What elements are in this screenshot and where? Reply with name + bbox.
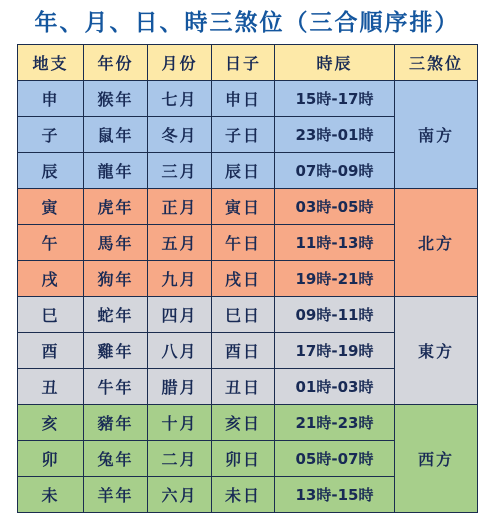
day-cell: 寅日 [212, 189, 275, 225]
branch-cell: 巳 [18, 297, 84, 333]
month-cell: 正月 [148, 189, 212, 225]
year-cell: 馬年 [84, 225, 148, 261]
direction-cell: 西方 [395, 405, 478, 513]
table-row [18, 189, 478, 225]
day-cell: 戌日 [212, 261, 275, 297]
year-cell: 鼠年 [84, 117, 148, 153]
hour-cell: 21時-23時 [275, 405, 395, 441]
year-cell: 龍年 [84, 153, 148, 189]
hour-cell: 09時-11時 [275, 297, 395, 333]
header-cell-direction: 三煞位 [395, 45, 478, 81]
hour-cell: 17時-19時 [275, 333, 395, 369]
hour-cell: 23時-01時 [275, 117, 395, 153]
month-cell: 七月 [148, 81, 212, 117]
hour-cell: 19時-21時 [275, 261, 395, 297]
day-cell: 亥日 [212, 405, 275, 441]
page-title: 年、月、日、時三煞位（三合順序排） [34, 9, 460, 36]
day-cell: 申日 [212, 81, 275, 117]
day-cell: 酉日 [212, 333, 275, 369]
day-cell: 丑日 [212, 369, 275, 405]
year-cell: 牛年 [84, 369, 148, 405]
year-cell: 兔年 [84, 441, 148, 477]
hour-cell: 15時-17時 [275, 81, 395, 117]
day-cell: 卯日 [212, 441, 275, 477]
branch-cell: 卯 [18, 441, 84, 477]
day-cell: 午日 [212, 225, 275, 261]
branch-cell: 亥 [18, 405, 84, 441]
month-cell: 冬月 [148, 117, 212, 153]
branch-cell: 戌 [18, 261, 84, 297]
sansha-table [17, 44, 478, 513]
branch-cell: 丑 [18, 369, 84, 405]
hour-cell: 05時-07時 [275, 441, 395, 477]
direction-cell: 南方 [395, 81, 478, 189]
branch-cell: 酉 [18, 333, 84, 369]
day-cell: 巳日 [212, 297, 275, 333]
header-row [18, 45, 478, 81]
branch-cell: 午 [18, 225, 84, 261]
month-cell: 十月 [148, 405, 212, 441]
month-cell: 二月 [148, 441, 212, 477]
day-cell: 子日 [212, 117, 275, 153]
hour-cell: 07時-09時 [275, 153, 395, 189]
table-body [18, 81, 478, 513]
year-cell: 豬年 [84, 405, 148, 441]
branch-cell: 申 [18, 81, 84, 117]
branch-cell: 子 [18, 117, 84, 153]
year-cell: 狗年 [84, 261, 148, 297]
year-cell: 雞年 [84, 333, 148, 369]
header-cell-branch: 地支 [18, 45, 84, 81]
table-row [18, 405, 478, 441]
hour-cell: 03時-05時 [275, 189, 395, 225]
day-cell: 未日 [212, 477, 275, 513]
table-row [18, 297, 478, 333]
header-cell-year: 年份 [84, 45, 148, 81]
header-cell-day: 日子 [212, 45, 275, 81]
month-cell: 四月 [148, 297, 212, 333]
month-cell: 腊月 [148, 369, 212, 405]
header-cell-hour: 時辰 [275, 45, 395, 81]
branch-cell: 辰 [18, 153, 84, 189]
hour-cell: 01時-03時 [275, 369, 395, 405]
month-cell: 八月 [148, 333, 212, 369]
hour-cell: 11時-13時 [275, 225, 395, 261]
branch-cell: 寅 [18, 189, 84, 225]
year-cell: 羊年 [84, 477, 148, 513]
direction-cell: 東方 [395, 297, 478, 405]
day-cell: 辰日 [212, 153, 275, 189]
hour-cell: 13時-15時 [275, 477, 395, 513]
year-cell: 蛇年 [84, 297, 148, 333]
header-cell-month: 月份 [148, 45, 212, 81]
year-cell: 猴年 [84, 81, 148, 117]
month-cell: 九月 [148, 261, 212, 297]
branch-cell: 未 [18, 477, 84, 513]
direction-cell: 北方 [395, 189, 478, 297]
year-cell: 虎年 [84, 189, 148, 225]
month-cell: 六月 [148, 477, 212, 513]
month-cell: 五月 [148, 225, 212, 261]
month-cell: 三月 [148, 153, 212, 189]
table-row [18, 81, 478, 117]
